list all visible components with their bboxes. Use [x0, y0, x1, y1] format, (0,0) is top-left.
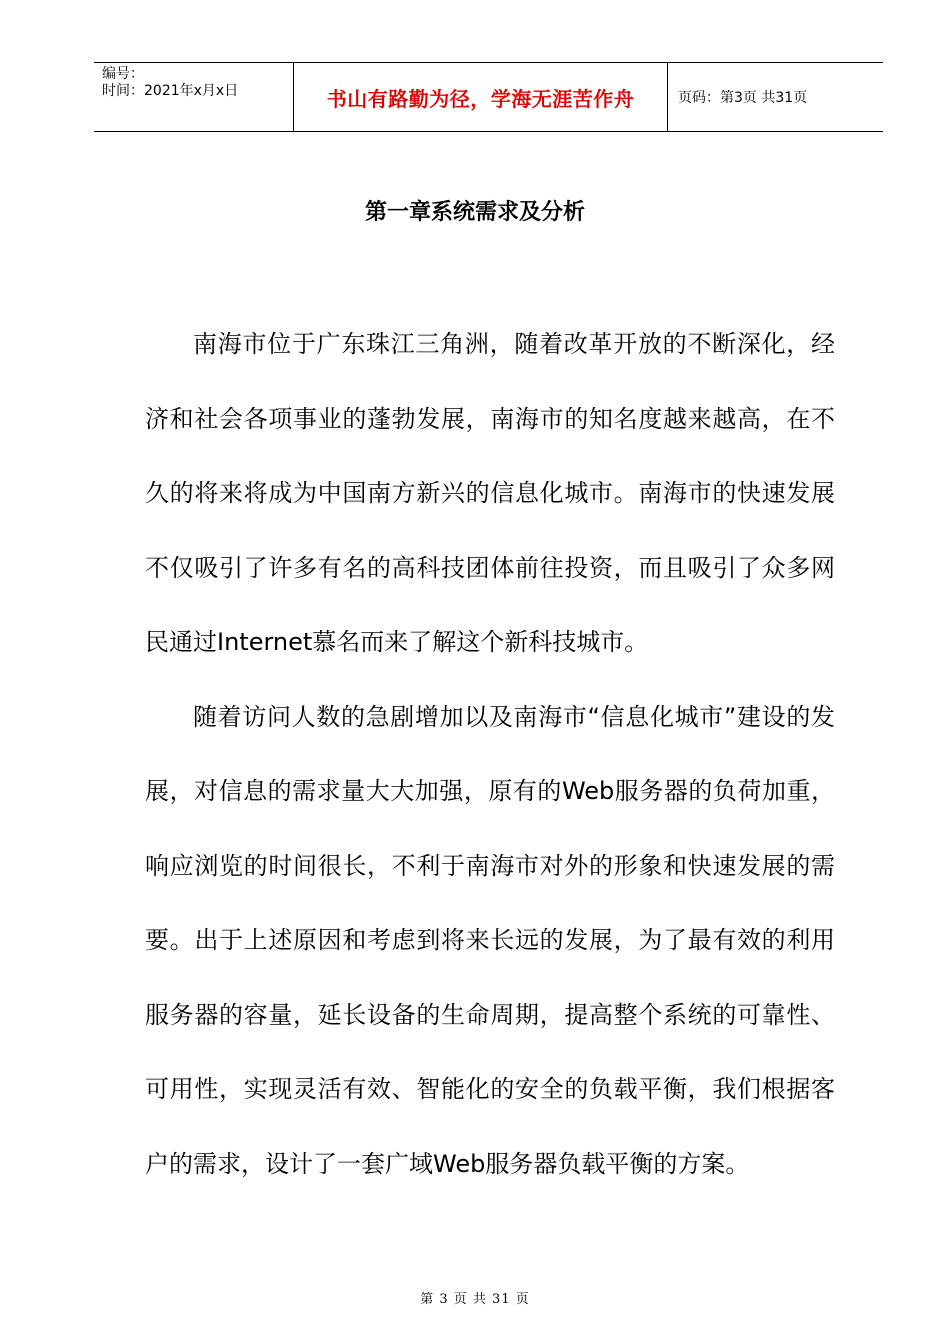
- document-number-label: 编号：: [102, 66, 144, 82]
- chapter-title: 第一章系统需求及分析: [364, 200, 585, 225]
- header-motto: 书山有路勤为径，学海无涯苦作舟: [294, 63, 668, 131]
- header-page-number: 页码：第3页 共31页: [678, 90, 808, 106]
- header-meta: [94, 63, 294, 131]
- page-footer: 第 3 页 共 31 页: [420, 1292, 530, 1307]
- page-header: [94, 62, 883, 132]
- paragraph-2: 随着访问人数的急剧增加以及南海市“信息化城市”建设的发展，对信息的需求量大大加强，原有的Web服务器的负荷加重，响应浏览的时间很长，不利于南海市对外的形象和快速发展的需要。出于上述原因和考虑到将来长远的发展，为了最有效的利用服务器的容量，延长设备的生命周期，提高整个系统的可靠性、可用性，实现灵活有效、智能化的安全的负载平衡，我们根据客户的需求，设计了一套广域Web服务器负载平衡的方案。: [145, 702, 835, 1178]
- document-time-label: 时间：2021年x月x日: [102, 83, 239, 99]
- body-content: [145, 307, 835, 1201]
- paragraph-1: 南海市位于广东珠江三角洲，随着改革开放的不断深化，经济和社会各项事业的蓬勃发展，南海市的知名度越来越高，在不久的将来将成为中国南方新兴的信息化城市。南海市的快速发展不仅吸引了许多有名的高科技团体前往投资，而且吸引了众多网民通过Internet慕名而来了解这个新科技城市。: [145, 330, 835, 656]
